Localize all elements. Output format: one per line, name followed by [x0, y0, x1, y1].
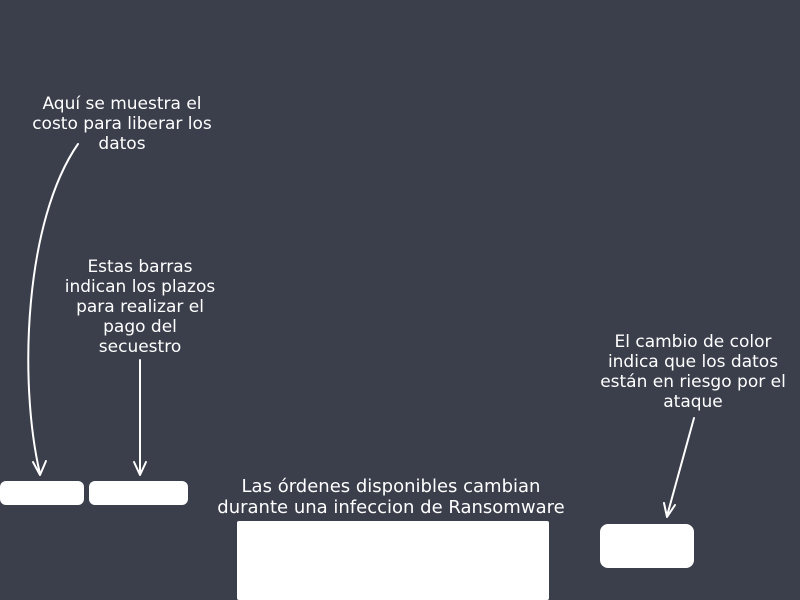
- cost-annotation: Aquí se muestra el costo para liberar los datos: [32, 94, 212, 154]
- deadlines-annotation: Estas barras indican los plazos para realizar el pago del secuestro: [64, 257, 216, 357]
- orders-panel: [237, 521, 549, 600]
- orders-annotation: Las órdenes disponibles cambian durante una infeccion de Ransomware: [217, 476, 565, 518]
- cost-bar: [0, 481, 84, 505]
- arrow-down-icon: [134, 462, 146, 475]
- status-color-box: [600, 524, 694, 568]
- color-change-annotation: El cambio de color indica que los datos están en riesgo por el ataque: [600, 332, 786, 412]
- arrow-down-icon: [667, 418, 694, 516]
- arrow-down-icon: [33, 461, 46, 475]
- arrow-down-icon: [664, 503, 675, 517]
- deadline-bar: [89, 481, 188, 505]
